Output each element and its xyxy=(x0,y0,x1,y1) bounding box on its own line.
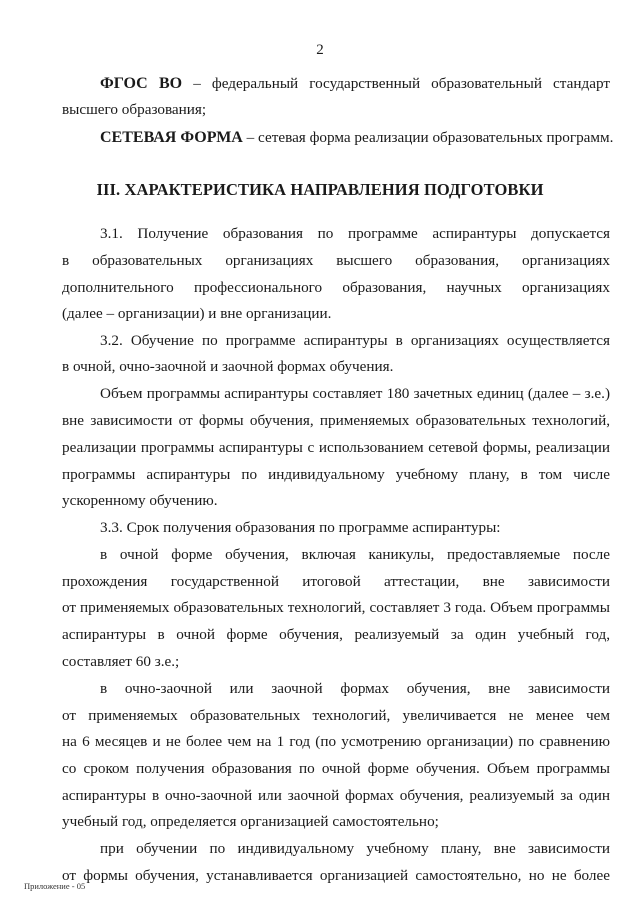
definition-term-fgos: ФГОС ВО xyxy=(100,75,183,92)
body-line: дополнительного профессионального образования, научных организациях xyxy=(62,279,610,296)
definition-text-fgos: – федеральный государственный образовательный стандарт xyxy=(182,75,610,92)
body-line: реализации программы аспирантуры с использованием сетевой формы, реализации xyxy=(62,439,610,456)
body-line: прохождения государственной итоговой аттестации, вне зависимости xyxy=(62,573,610,590)
body-line: вне зависимости от формы обучения, применяемых образовательных технологий, xyxy=(62,412,610,429)
body-line: учебный год, определяется организацией самостоятельно; xyxy=(62,813,439,830)
body-line: аспирантуры в очной форме обучения, реализуемый за один учебный год, xyxy=(62,626,610,643)
body-line: ускоренному обучению. xyxy=(62,492,218,509)
definition-text-network-form: – сетевая форма реализации образовательных программ. xyxy=(242,129,614,146)
body-line: программы аспирантуры по индивидуальному учебному плану, в том числе xyxy=(62,466,610,483)
body-line: составляет 60 з.е.; xyxy=(62,653,180,670)
definition-fgos-line2: высшего образования; xyxy=(62,101,207,118)
body-line: (далее – организации) и вне организации. xyxy=(62,305,332,322)
footer-label: Приложение - 05 xyxy=(24,881,86,891)
body-line: от формы обучения, устанавливается организацией самостоятельно, но не более xyxy=(62,867,610,884)
body-line: в очной форме обучения, включая каникулы, предоставляемые после xyxy=(100,546,610,563)
body-line: при обучении по индивидуальному учебному плану, вне зависимости xyxy=(100,840,610,857)
body-line: в образовательных организациях высшего образования, организациях xyxy=(62,252,610,269)
body-line: со сроком получения образования по очной форме обучения. Объем программы xyxy=(62,760,610,777)
page-number: 2 xyxy=(316,42,324,58)
body-line: от применяемых образовательных технологий, увеличивается не менее чем xyxy=(62,707,610,724)
body-line: аспирантуры в очно-заочной или заочной формах обучения, реализуемый за один xyxy=(62,787,610,804)
body-line: в очно-заочной или заочной формах обучения, вне зависимости xyxy=(100,680,610,697)
body-line: на 6 месяцев и не более чем на 1 год (по усмотрению организации) по сравнению xyxy=(62,733,610,750)
body-line: от применяемых образовательных технологий, составляет 3 года. Объем программы xyxy=(62,599,610,616)
body-line: в очной, очно-заочной и заочной формах обучения. xyxy=(62,358,394,375)
definition-fgos-line1 xyxy=(100,74,610,94)
body-line: 3.1. Получение образования по программе аспирантуры допускается xyxy=(100,225,610,242)
body-line: Объем программы аспирантуры составляет 180 зачетных единиц (далее – з.е.) xyxy=(100,385,610,402)
definition-term-network-form: СЕТЕВАЯ ФОРМА xyxy=(100,129,243,146)
definition-network-form xyxy=(100,128,614,148)
section-heading: III. ХАРАКТЕРИСТИКА НАПРАВЛЕНИЯ ПОДГОТОВКИ xyxy=(96,180,544,199)
body-line: 3.2. Обучение по программе аспирантуры в организациях осуществляется xyxy=(100,332,610,349)
body-line: 3.3. Срок получения образования по программе аспирантуры: xyxy=(100,519,501,536)
